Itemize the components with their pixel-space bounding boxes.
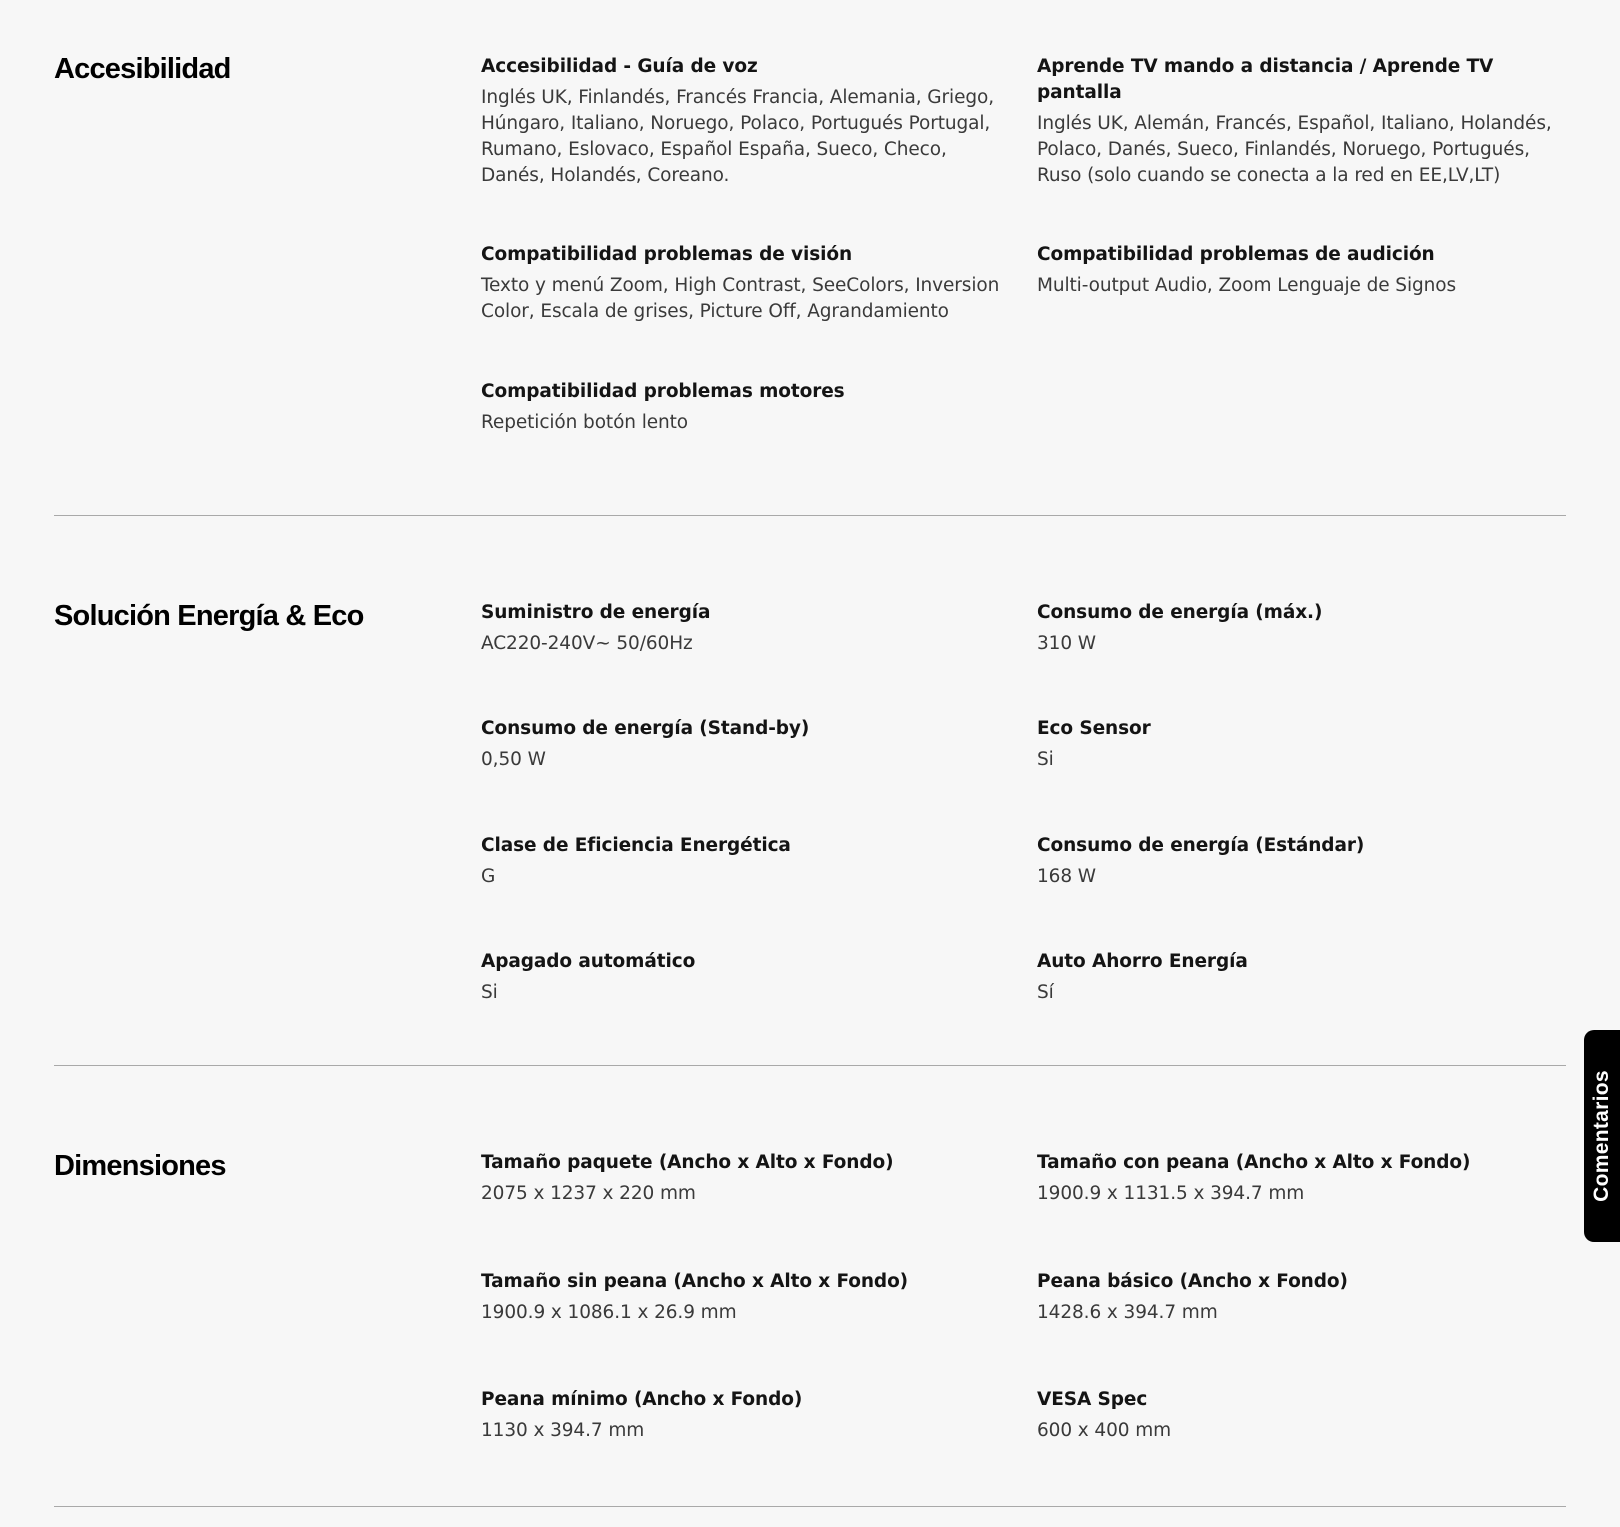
spec-value: Si	[481, 981, 498, 1003]
spec-grid	[481, 54, 1593, 515]
spec-item	[481, 242, 1037, 379]
spec-item	[481, 379, 1037, 516]
spec-name: Tamaño sin peana (Ancho x Alto x Fondo)	[481, 1270, 909, 1292]
spec-name: Aprende TV mando a distancia / Aprende TV pantalla	[1037, 56, 1494, 103]
spec-value: Sí	[1037, 981, 1054, 1003]
spec-page	[54, 0, 1566, 1507]
spec-item	[481, 716, 1037, 826]
spec-value: 1428.6 x 394.7 mm	[1037, 1301, 1218, 1323]
section-accessibility	[54, 0, 1566, 516]
section-energy	[54, 516, 1566, 1066]
spec-value: G	[481, 865, 496, 887]
section-title: Dimensiones	[54, 1150, 226, 1182]
spec-item	[481, 949, 1037, 1059]
spec-value: Si	[1037, 749, 1054, 771]
spec-name: VESA Spec	[1037, 1389, 1148, 1411]
spec-name: Clase de Eficiencia Energética	[481, 834, 791, 856]
spec-item	[1037, 1387, 1593, 1497]
spec-value: 1130 x 394.7 mm	[481, 1420, 645, 1442]
spec-name: Tamaño paquete (Ancho x Alto x Fondo)	[481, 1152, 894, 1173]
spec-value: 168 W	[1037, 865, 1096, 887]
spec-item	[1037, 949, 1593, 1059]
section-title: Solución Energía & Eco	[54, 600, 364, 632]
spec-name: Compatibilidad problemas de audición	[1037, 244, 1435, 265]
spec-item	[481, 1269, 1037, 1379]
spec-item	[1037, 716, 1593, 826]
spec-name: Consumo de energía (máx.)	[1037, 602, 1323, 623]
spec-item	[481, 1150, 1037, 1260]
spec-name: Tamaño con peana (Ancho x Alto x Fondo)	[1037, 1152, 1471, 1173]
spec-name: Consumo de energía (Estándar)	[1037, 834, 1365, 856]
spec-name: Accesibilidad - Guía de voz	[481, 56, 758, 77]
spec-grid	[481, 1150, 1593, 1506]
spec-item	[481, 54, 1037, 242]
spec-grid	[481, 600, 1593, 1065]
spec-item	[1037, 242, 1593, 379]
spec-name: Compatibilidad problemas motores	[481, 381, 845, 402]
spec-value: 1900.9 x 1086.1 x 26.9 mm	[481, 1301, 737, 1323]
spec-value: 1900.9 x 1131.5 x 394.7 mm	[1037, 1183, 1305, 1204]
spec-value: 600 x 400 mm	[1037, 1420, 1172, 1442]
spec-item	[481, 833, 1037, 943]
spec-name: Apagado automático	[481, 950, 696, 972]
spec-value: 310 W	[1037, 633, 1096, 654]
spec-value: Texto y menú Zoom, High Contrast, SeeColors, Inversion Color, Escala de grises, Picture Off, Agrandamiento	[481, 275, 1000, 322]
feedback-label: Comentarios	[1590, 1070, 1614, 1202]
spec-value: 0,50 W	[481, 749, 546, 771]
spec-item	[1037, 600, 1593, 710]
spec-name: Consumo de energía (Stand-by)	[481, 718, 810, 740]
feedback-button[interactable]	[1584, 1030, 1620, 1242]
section-dimensions	[54, 1066, 1566, 1507]
spec-item	[481, 1387, 1037, 1497]
spec-item	[481, 600, 1037, 710]
spec-value: Inglés UK, Alemán, Francés, Español, Italiano, Holandés, Polaco, Danés, Sueco, Finlandés, Noruego, Portugués, Ruso (solo cuando se conecta a la red en EE,LV,LT)	[1037, 113, 1552, 186]
spec-name: Compatibilidad problemas de visión	[481, 244, 853, 265]
spec-name: Peana básico (Ancho x Fondo)	[1037, 1270, 1348, 1292]
spec-item	[1037, 833, 1593, 943]
spec-name: Suministro de energía	[481, 602, 711, 623]
spec-value: 2075 x 1237 x 220 mm	[481, 1183, 696, 1204]
spec-value: Multi-output Audio, Zoom Lenguaje de Signos	[1037, 275, 1457, 296]
spec-item	[1037, 1269, 1593, 1379]
section-title: Accesibilidad	[54, 53, 231, 85]
spec-value: Repetición botón lento	[481, 412, 689, 433]
spec-value: Inglés UK, Finlandés, Francés Francia, Alemania, Griego, Húngaro, Italiano, Noruego, Polaco, Portugués Portugal, Rumano, Eslovaco, Español España, Sueco, Checo, Danés, Holandés, Coreano.	[481, 87, 994, 186]
spec-item	[1037, 1150, 1593, 1260]
spec-name: Peana mínimo (Ancho x Fondo)	[481, 1389, 803, 1411]
spec-name: Auto Ahorro Energía	[1037, 950, 1248, 972]
spec-name: Eco Sensor	[1037, 718, 1151, 740]
spec-item	[1037, 54, 1593, 242]
spec-value: AC220-240V~ 50/60Hz	[481, 633, 693, 654]
